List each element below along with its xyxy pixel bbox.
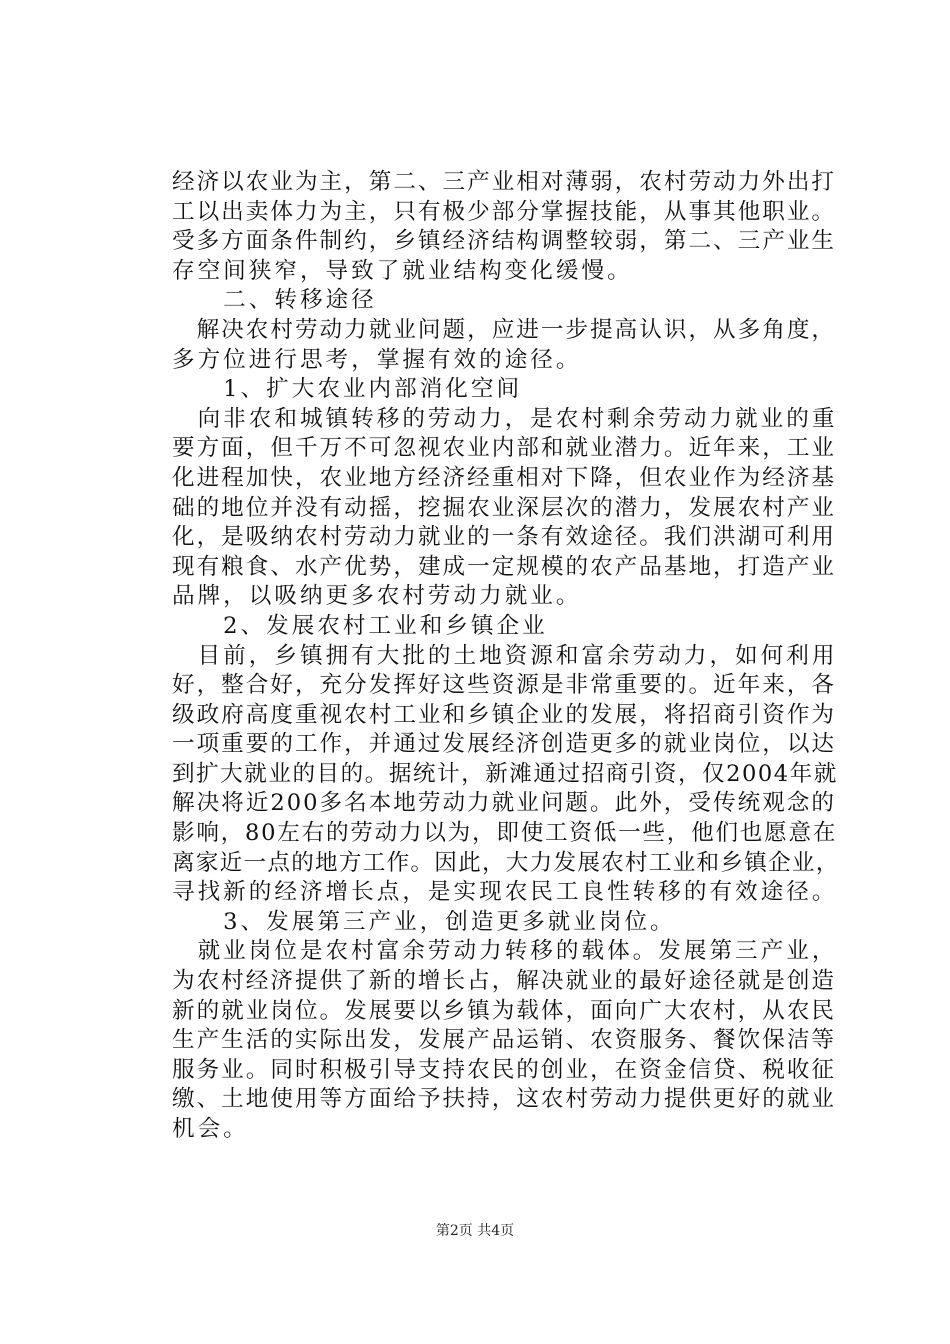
text-line: 影响，80左右的劳动力以为，即使工资低一些，他们也愿意在 bbox=[172, 820, 838, 847]
section-heading: 二、转移途径 bbox=[172, 287, 377, 314]
text-line: 离家近一点的地方工作。因此，大力发展农村工业和乡镇企业， bbox=[172, 849, 840, 876]
text-line: 化进程加快，农业地方经济经重相对下降，但农业作为经济基 bbox=[172, 464, 837, 491]
text-line: 服务业。同时积极引导支持农民的创业，在资金信贷、税收征 bbox=[172, 1056, 837, 1083]
subsection-heading: 1、扩大农业内部消化空间 bbox=[172, 376, 523, 403]
text-line: 品牌，以吸纳更多农村劳动力就业。 bbox=[172, 583, 582, 610]
page-footer: 第2页 共4页 bbox=[435, 1223, 515, 1239]
text-line: 受多方面条件制约，乡镇经济结构调整较弱，第二、三产业生 bbox=[172, 228, 837, 255]
text-line: 现有粮食、水产优势，建成一定规模的农产品基地，打造产业 bbox=[172, 553, 837, 580]
text-line: 缴、土地使用等方面给予扶持，这农村劳动力提供更好的就业 bbox=[172, 1086, 837, 1113]
text-line: 机会。 bbox=[172, 1116, 249, 1142]
subsection-heading: 3、发展第三产业，创造更多就业岗位。 bbox=[172, 908, 676, 935]
text-line: 经济以农业为主，第二、三产业相对薄弱，农村劳动力外出打 bbox=[172, 169, 837, 195]
document-body bbox=[172, 168, 840, 1145]
text-line: 级政府高度重视农村工业和乡镇企业的发展，将招商引资作为 bbox=[172, 701, 837, 728]
text-line: 新的就业岗位。发展要以乡镇为载体，面向广大农村，从农民 bbox=[172, 997, 837, 1024]
text-line: 向非农和城镇转移的劳动力，是农村剩余劳动力就业的重 bbox=[172, 405, 838, 432]
text-line: 要方面，但千万不可忽视农业内部和就业潜力。近年来，工业 bbox=[172, 435, 837, 462]
text-line: 生产生活的实际出发，发展产品运销、农资服务、餐饮保洁等 bbox=[172, 1027, 837, 1054]
text-line: 工以出卖体力为主，只有极少部分掌握技能，从事其他职业。 bbox=[172, 198, 837, 225]
text-line: 好，整合好，充分发挥好这些资源是非常重要的。近年来，各 bbox=[172, 672, 837, 699]
text-line: 就业岗位是农村富余劳动力转移的载体。发展第三产业， bbox=[172, 938, 838, 965]
text-line: 目前，乡镇拥有大批的土地资源和富余劳动力，如何利用 bbox=[172, 642, 838, 669]
text-line: 寻找新的经济增长点，是实现农民工良性转移的有效途径。 bbox=[172, 879, 838, 906]
subsection-heading: 2、发展农村工业和乡镇企业 bbox=[172, 612, 548, 639]
text-line: 解决农村劳动力就业问题，应进一步提高认识，从多角度， bbox=[172, 316, 837, 343]
text-line: 存空间狭窄，导致了就业结构变化缓慢。 bbox=[172, 257, 633, 284]
text-line: 解决将近200多名本地劳动力就业问题。此外，受传统观念的 bbox=[172, 790, 836, 817]
text-line: 为农村经济提供了新的增长占，解决就业的最好途径就是创造 bbox=[172, 968, 837, 995]
text-line: 础的地位并没有动摇，挖掘农业深层次的潜力，发展农村产业 bbox=[172, 494, 837, 521]
text-line: 化，是吸纳农村劳动力就业的一条有效途径。我们洪湖可利用 bbox=[172, 524, 837, 551]
text-line: 一项重要的工作，并通过发展经济创造更多的就业岗位，以达 bbox=[172, 731, 837, 758]
text-line: 多方位进行思考，掌握有效的途径。 bbox=[172, 346, 582, 373]
text-line: 到扩大就业的目的。据统计，新滩通过招商引资，仅2004年就 bbox=[172, 760, 838, 787]
